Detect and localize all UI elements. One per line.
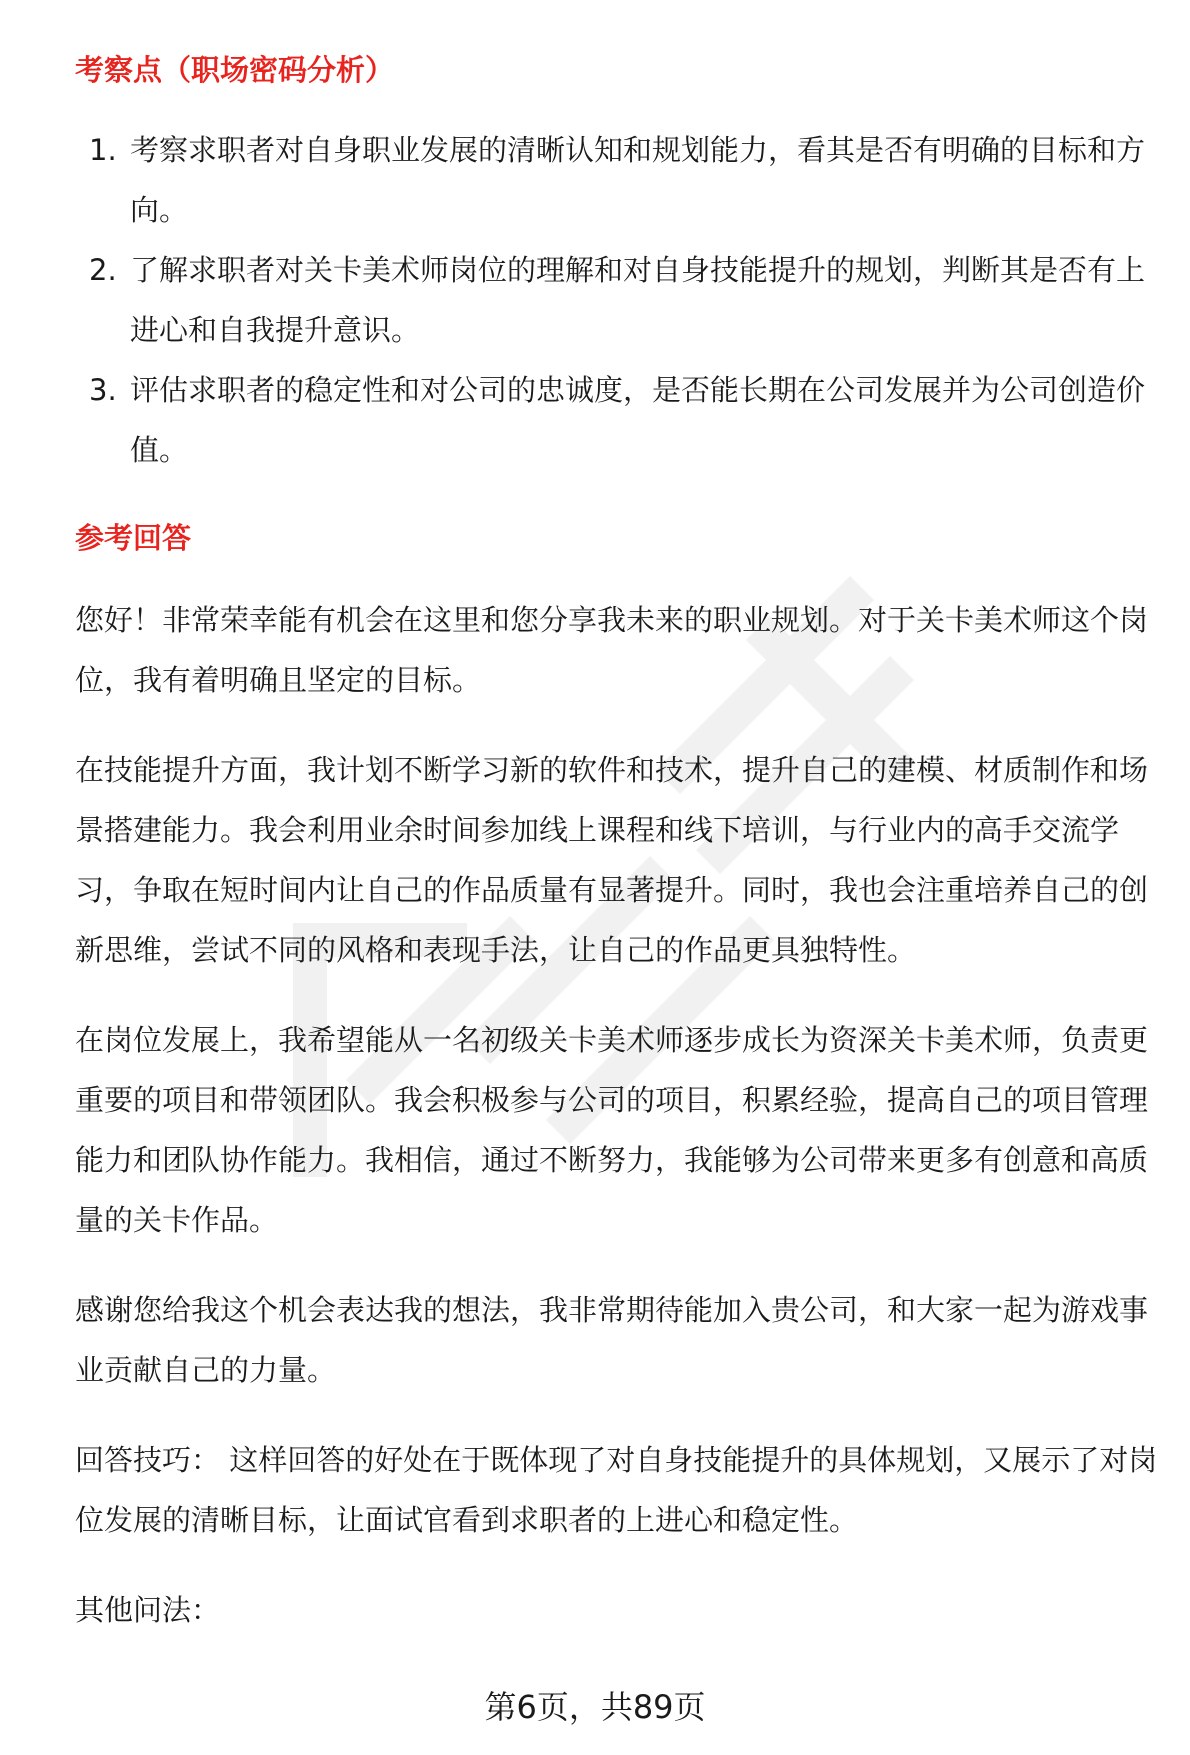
list-item [75, 120, 1165, 240]
answer-paragraph-greeting: 您好！非常荣幸能有机会在这里和您分享我未来的职业规划。对于关卡美术师这个岗位，我有着明确且坚定的目标。 [75, 603, 1149, 697]
list-item-number: 1. [89, 133, 117, 167]
answer-paragraph-thanks: 感谢您给我这个机会表达我的想法，我非常期待能加入贵公司，和大家一起为游戏事业贡献自己的力量。 [75, 1293, 1149, 1387]
exam-points-list [75, 120, 1165, 480]
list-item [75, 360, 1165, 480]
exam-points-heading: 考察点（职场密码分析） [75, 53, 395, 87]
answer-tips-paragraph: 回答技巧： 这样回答的好处在于既体现了对自身技能提升的具体规划，又展示了对岗位发展的清晰目标，让面试官看到求职者的上进心和稳定性。 [75, 1443, 1158, 1537]
document-page [75, 48, 1165, 1640]
answer-paragraph-skills: 在技能提升方面，我计划不断学习新的软件和技术，提升自己的建模、材质制作和场景搭建能力。我会利用业余时间参加线上课程和线下培训，与行业内的高手交流学习，争取在短时间内让自己的作品质量有显著提升。同时，我也会注重培养自己的创新思维，尝试不同的风格和表现手法，让自己的作品更具独特性。 [75, 753, 1149, 967]
page-number-footer: 第6页，共89页 [484, 1688, 706, 1726]
list-item-text: 评估求职者的稳定性和对公司的忠诚度，是否能长期在公司发展并为公司创造价值。 [130, 373, 1146, 467]
list-item-text: 了解求职者对关卡美术师岗位的理解和对自身技能提升的规划，判断其是否有上进心和自我提升意识。 [130, 253, 1146, 347]
list-item-number: 3. [89, 373, 117, 407]
list-item [75, 240, 1165, 360]
list-item-number: 2. [89, 253, 117, 287]
other-questions-label: 其他问法： [75, 1593, 221, 1627]
list-item-text: 考察求职者对自身职业发展的清晰认知和规划能力，看其是否有明确的目标和方向。 [130, 133, 1146, 227]
answer-paragraph-career: 在岗位发展上，我希望能从一名初级关卡美术师逐步成长为资深关卡美术师，负责更重要的项目和带领团队。我会积极参与公司的项目，积累经验，提高自己的项目管理能力和团队协作能力。我相信，通过不断努力，我能够为公司带来更多有创意和高质量的关卡作品。 [75, 1023, 1149, 1237]
reference-answer-heading: 参考回答 [75, 521, 192, 555]
